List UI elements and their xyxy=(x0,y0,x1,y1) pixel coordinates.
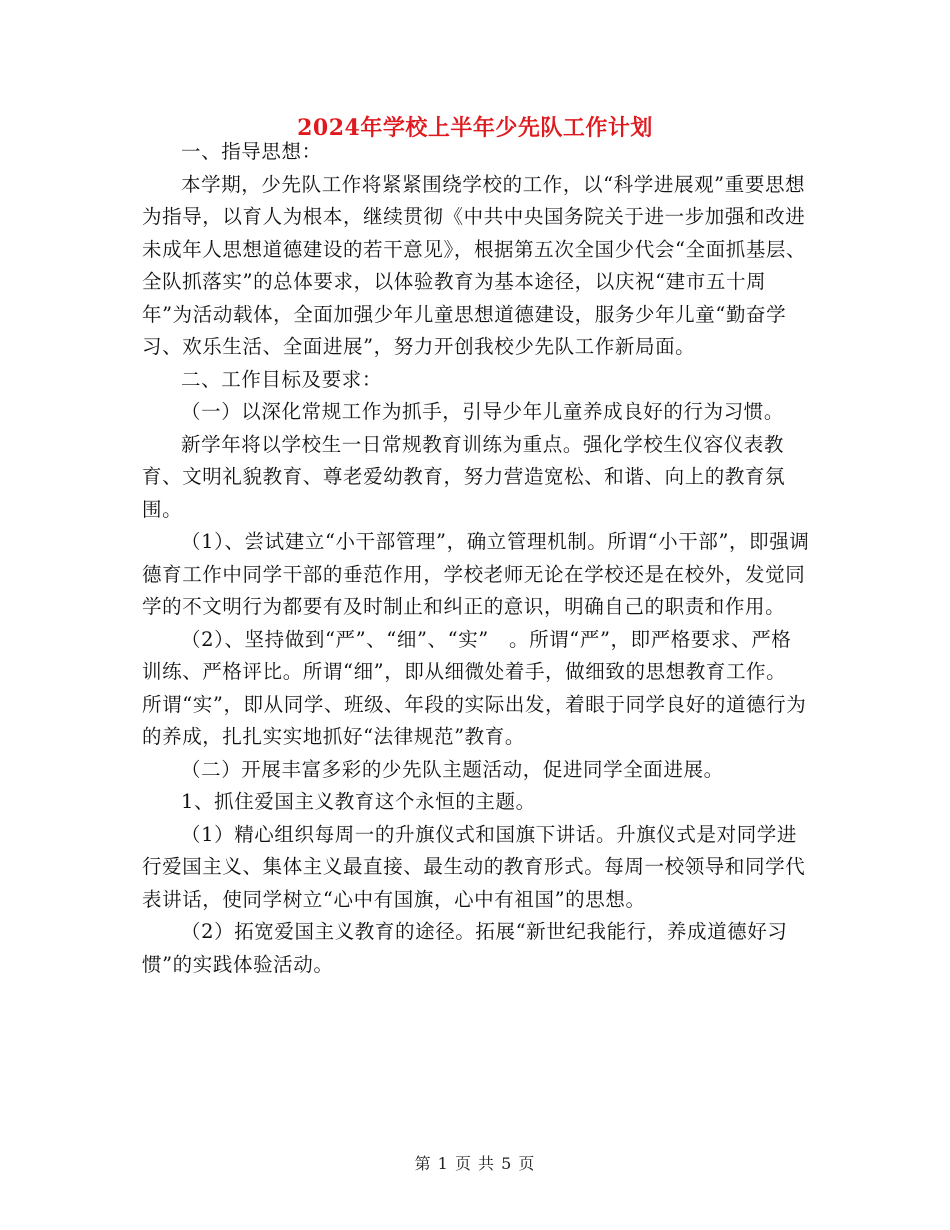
paragraph-flag-ceremony: （1）精心组织每周一的升旗仪式和国旗下讲话。升旗仪式是对同学进行爱国主义、集体主义最直接、最生动的教育形式。每周一校领导和同学代表讲话，使同学树立“心中有国旗，心中有祖国”的思想。 xyxy=(142,822,806,911)
paragraph-patriotism-approaches: （2）拓宽爱国主义教育的途径。拓展“新世纪我能行，养成道德好习惯”的实践体验活动。 xyxy=(142,920,788,976)
document-body xyxy=(142,136,810,981)
subsection-heading-theme-activities: （二）开展丰富多彩的少先队主题活动，促进同学全面进展。 xyxy=(181,757,724,781)
paragraph-item-1-small-cadres: （1）、尝试建立“小干部管理”，确立管理机制。所谓“小干部”，即强调德育工作中同学干部的垂范作用，学校老师无论在学校还是在校外，发觉同学的不文明行为都要有及时制止和纠正的意识，明确自己的职责和作用。 xyxy=(142,530,810,618)
subsection-heading-routine-work: （一）以深化常规工作为抓手，引导少年儿童养成良好的行为习惯。 xyxy=(181,400,785,423)
page-number-footer: 第 1 页 共 5 页 xyxy=(414,1154,536,1173)
paragraph-item-2-strict-detailed-practical: （2）、坚持做到“严”、“细”、“实” 。所谓“严”，即严格要求、严格训练、严格评比。所谓“细”，即从细微处着手，做细致的思想教育工作。 所谓“实”，即从同学、班级、年段的实际出发，着眼于同学良好的道德行为的养成，扎扎实实地抓好“法律规范”教育。 xyxy=(142,627,807,748)
document-title: 2024年学校上半年少先队工作计划 xyxy=(297,115,653,141)
paragraph-patriotism-theme: 1、抓住爱国主义教育这个永恒的主题。 xyxy=(181,790,536,813)
section-heading-guiding-thought: 一、指导思想： xyxy=(181,140,322,163)
section-heading-goals: 二、工作目标及要求： xyxy=(181,367,383,391)
paragraph-routine-education: 新学年将以学校生一日常规教育训练为重点。强化学校生仪容仪表教育、文明礼貌教育、尊老爱幼教育，努力营造宽松、和谐、向上的教育氛围。 xyxy=(142,432,786,521)
paragraph-guiding-thought: 本学期，少先队工作将紧紧围绕学校的工作，以“科学进展观”重要思想为指导，以育人为根本，继续贯彻《中共中央国务院关于进一步加强和改进未成年人思想道德建设的若干意见》，根据第五次全国少代会“全面抓基层、全队抓落实”的总体要求，以体验教育为基本途径，以庆祝“建市五十周年”为活动载体，全面加强少年儿童思想道德建设，服务少年儿童“勤奋学习、欢乐生活、全面进展”，努力开创我校少先队工作新局面。 xyxy=(142,172,807,358)
